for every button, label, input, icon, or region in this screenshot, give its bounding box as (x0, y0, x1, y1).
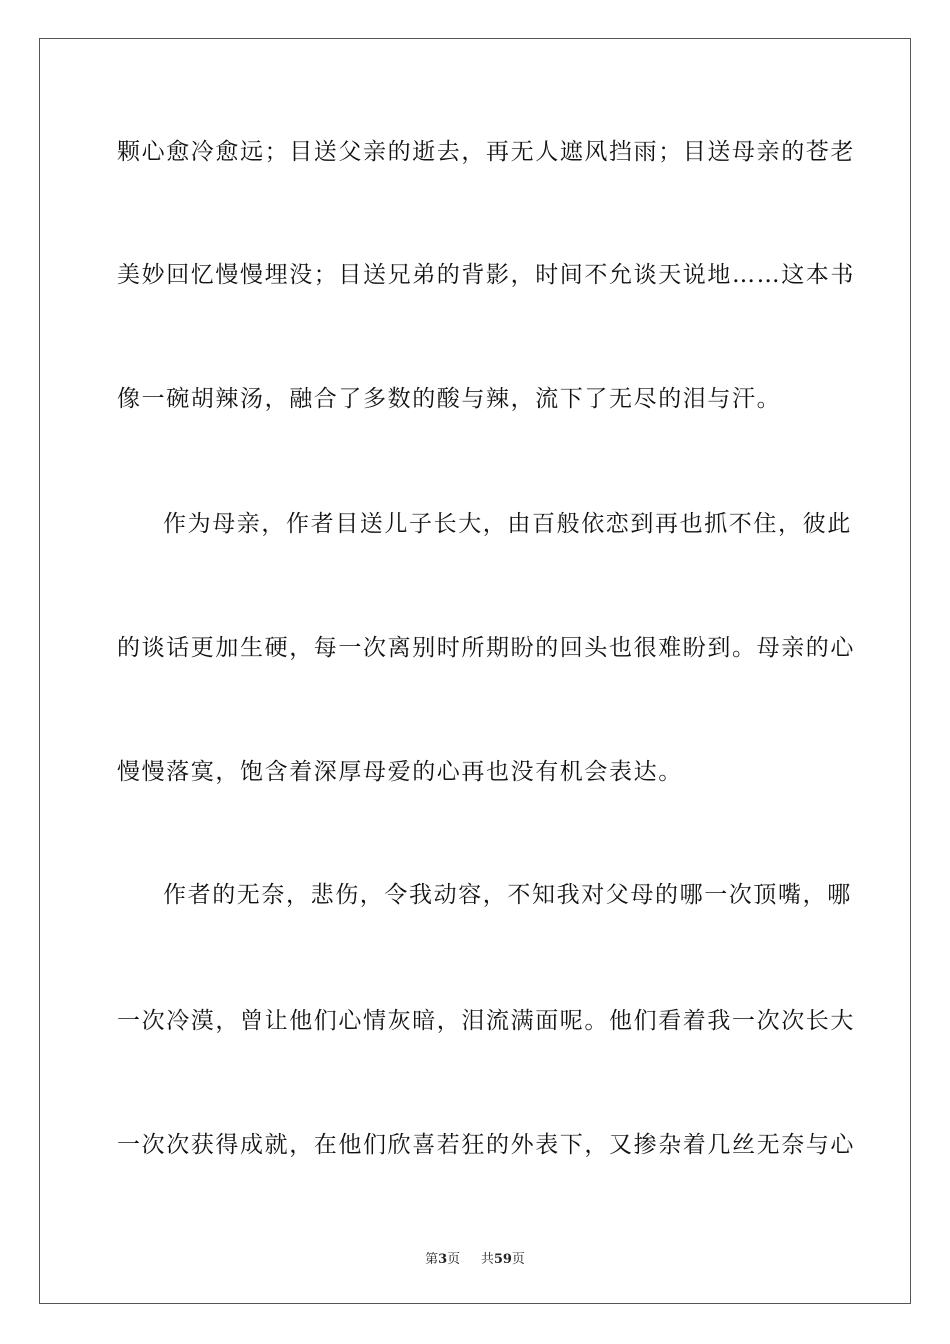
total-pages-label: 共59页 (480, 1252, 525, 1267)
body-text-line: 像一碗胡辣汤，融合了多数的酸与辣，流下了无尽的泪与汗。 (117, 386, 782, 412)
body-text-line: 美妙回忆慢慢埋没；目送兄弟的背影，时间不允谈天说地……这本书 (117, 262, 855, 288)
body-text-line: 一次次获得成就，在他们欣喜若狂的外表下，又掺杂着几丝无奈与心 (117, 1132, 855, 1158)
body-text-line: 颗心愈冷愈远；目送父亲的逝去，再无人遮风挡雨；目送母亲的苍老 (117, 139, 855, 165)
body-text-line: 的谈话更加生硬，每一次离别时所期盼的回头也很难盼到。母亲的心 (117, 635, 855, 661)
page-footer (0, 1248, 950, 1267)
page-border (39, 38, 911, 1304)
paragraph-start-line: 作者的无奈，悲伤，令我动容，不知我对父母的哪一次顶嘴，哪 (163, 882, 852, 908)
body-text-line: 慢慢落寞，饱含着深厚母爱的心再也没有机会表达。 (117, 759, 683, 785)
page-number-label: 第3页 (425, 1252, 461, 1267)
body-text-line: 一次冷漠，曾让他们心情灰暗，泪流满面呢。他们看着我一次次长大 (117, 1008, 855, 1034)
paragraph-start-line: 作为母亲，作者目送儿子长大，由百般依恋到再也抓不住，彼此 (163, 511, 852, 537)
